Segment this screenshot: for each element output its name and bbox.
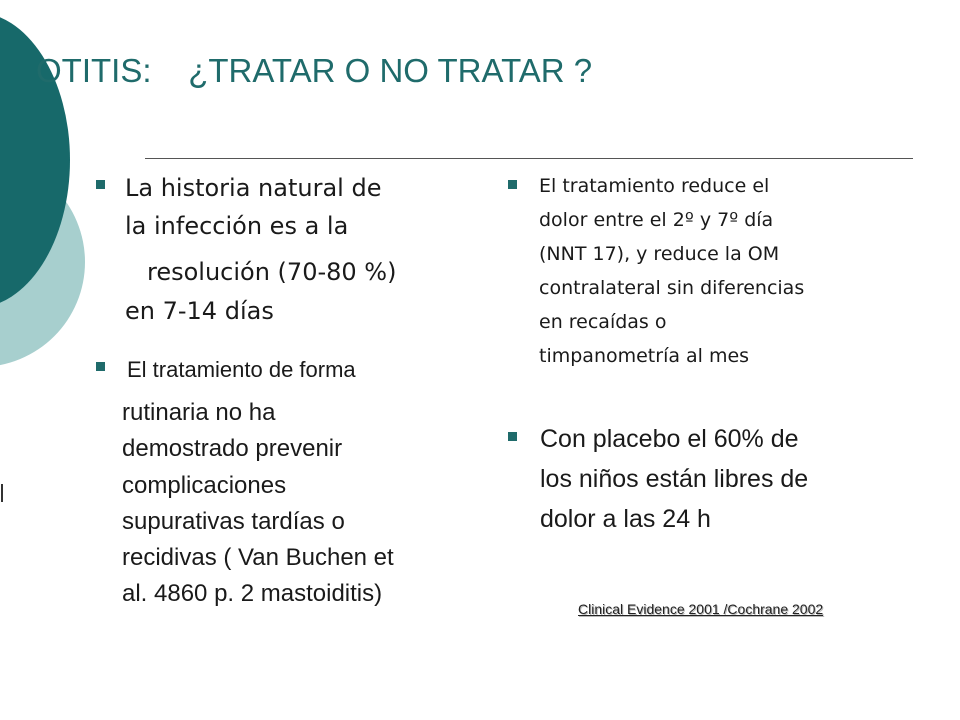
right-bullet1-line3: (NNT 17), y reduce la OM bbox=[539, 243, 780, 265]
edge-mark bbox=[1, 484, 3, 502]
right-bullet1-line4: contralateral sin diferencias bbox=[539, 277, 805, 299]
left-bullet2-line1: El tratamiento de forma bbox=[127, 357, 356, 382]
left-bullet2-line2: rutinaria no ha bbox=[122, 399, 276, 426]
right-bullet2-line2: los niños están libres de bbox=[540, 465, 809, 493]
right-bullet2-line1: Con placebo el 60% de bbox=[540, 425, 799, 453]
bullet-square-icon bbox=[96, 180, 105, 189]
left-bullet1-line3: resolución (70-80 %) bbox=[147, 258, 397, 286]
right-bullet1-line6: timpanometría al mes bbox=[539, 345, 750, 367]
left-bullet2-line3: demostrado prevenir bbox=[122, 435, 343, 462]
right-bullet1-line5: en recaídas o bbox=[539, 311, 667, 333]
left-bullet2-line7: al. 4860 p. 2 mastoiditis) bbox=[122, 580, 383, 607]
left-bullet1-line1: La historia natural de bbox=[125, 174, 382, 202]
left-bullet2-line6: recidivas ( Van Buchen et bbox=[122, 544, 394, 571]
citation-source: Clinical Evidence 2001 /Cochrane 2002 bbox=[578, 601, 824, 617]
left-bullet2-line4: complicaciones bbox=[122, 472, 287, 499]
right-bullet2-line3: dolor a las 24 h bbox=[540, 505, 711, 533]
bullet-square-icon bbox=[508, 180, 517, 189]
left-bullet1-line4: en 7-14 días bbox=[125, 297, 274, 325]
left-bullet2-line5: supurativas tardías o bbox=[122, 508, 345, 535]
title-topic: OTITIS: bbox=[36, 52, 152, 89]
title-question: ¿TRATAR O NO TRATAR ? bbox=[188, 52, 593, 89]
right-bullet1-line1: El tratamiento reduce el bbox=[539, 175, 770, 197]
left-bullet1-line2: la infección es a la bbox=[125, 212, 349, 240]
bullet-square-icon bbox=[96, 362, 105, 371]
slide-title bbox=[36, 52, 592, 90]
bullet-square-icon bbox=[508, 432, 517, 441]
title-underline bbox=[145, 158, 913, 159]
right-bullet1-line2: dolor entre el 2º y 7º día bbox=[539, 209, 774, 231]
